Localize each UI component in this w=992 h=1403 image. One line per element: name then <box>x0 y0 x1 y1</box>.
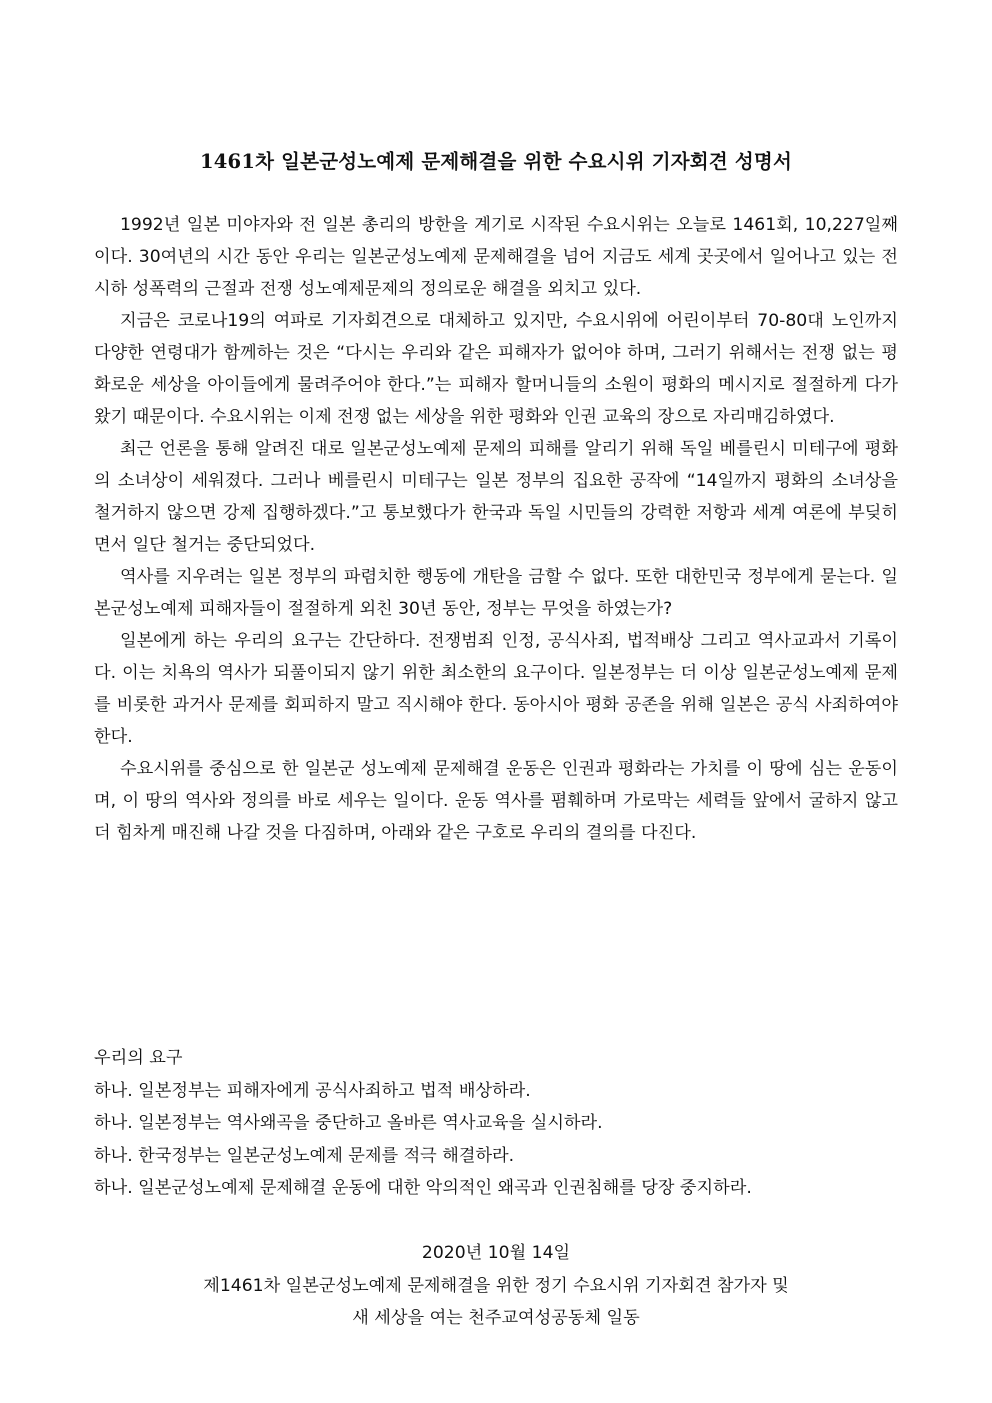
paragraph-5: 일본에게 하는 우리의 요구는 간단하다. 전쟁범죄 인정, 공식사죄, 법적배상 그리고 역사교과서 기록이다. 이는 치욕의 역사가 되풀이되지 않기 위한 최소한의 요구이다. 일본정부는 더 이상 일본군성노예제 문제를 비롯한 과거사 문제를 회피하지 말고 직시해야 한다. 동아시아 평화 공존을 위해 일본은 공식 사죄하여야 한다. <box>94 631 898 747</box>
paragraph-2: 지금은 코로나19의 여파로 기자회견으로 대체하고 있지만, 수요시위에 어린이부터 70-80대 노인까지 다양한 연령대가 함께하는 것은 “다시는 우리와 같은 피해자가 없어야 하며, 그러기 위해서는 전쟁 없는 평화로운 세상을 아이들에게 물려주어야 한다.”는 피해자 할머니들의 소원이 평화의 메시지로 절절하게 다가왔기 때문이다. 수요시위는 이제 전쟁 없는 세상을 위한 평화와 인권 교육의 장으로 자리매김하였다. <box>94 311 898 427</box>
signature-line-1: 제1461차 일본군성노예제 문제해결을 위한 정기 수요시위 기자회견 참가자 및 <box>203 1275 789 1296</box>
demands-section <box>94 1042 914 1205</box>
demand-item-2: 하나. 일본정부는 역사왜곡을 중단하고 올바른 역사교육을 실시하라. <box>94 1113 603 1133</box>
signature-block <box>0 1237 992 1335</box>
demand-item-3: 하나. 한국정부는 일본군성노예제 문제를 적극 해결하라. <box>94 1145 515 1166</box>
signature-date: 2020년 10월 14일 <box>421 1243 571 1263</box>
demand-item-1: 하나. 일본정부는 피해자에게 공식사죄하고 법적 배상하라. <box>94 1080 531 1101</box>
signature-line-2: 새 세상을 여는 천주교여성공동체 일동 <box>352 1308 640 1328</box>
demands-heading: 우리의 요구 <box>94 1048 183 1068</box>
paragraph-3: 최근 언론을 통해 알려진 대로 일본군성노예제 문제의 피해를 알리기 위해 독일 베를린시 미테구에 평화의 소녀상이 세워졌다. 그러나 베를린시 미테구는 일본 정부의 집요한 공작에 “14일까지 평화의 소녀상을 철거하지 않으면 강제 집행하겠다.”고 통보했다가 한국과 독일 시민들의 강력한 저항과 세계 여론에 부딪히면서 일단 철거는 중단되었다. <box>94 439 898 555</box>
paragraph-1: 1992년 일본 미야자와 전 일본 총리의 방한을 계기로 시작된 수요시위는 오늘로 1461회, 10,227일째이다. 30여년의 시간 동안 우리는 일본군성노예제 문제해결을 넘어 지금도 세계 곳곳에서 일어나고 있는 전시하 성폭력의 근절과 전쟁 성노예제문제의 정의로운 해결을 외치고 있다. <box>94 215 898 299</box>
demand-item-4: 하나. 일본군성노예제 문제해결 운동에 대한 악의적인 왜곡과 인권침해를 당장 중지하라. <box>94 1178 752 1198</box>
paragraph-6: 수요시위를 중심으로 한 일본군 성노예제 문제해결 운동은 인권과 평화라는 가치를 이 땅에 심는 운동이며, 이 땅의 역사와 정의를 바로 세우는 일이다. 운동 역사를 폄훼하며 가로막는 세력들 앞에서 굴하지 않고 더 힘차게 매진해 나갈 것을 다짐하며, 아래와 같은 구호로 우리의 결의를 다진다. <box>94 759 898 843</box>
document-title: 1461차 일본군성노예제 문제해결을 위한 수요시위 기자회견 성명서 <box>200 150 792 173</box>
statement-body <box>94 209 898 849</box>
paragraph-4: 역사를 지우려는 일본 정부의 파렴치한 행동에 개탄을 금할 수 없다. 또한 대한민국 정부에게 묻는다. 일본군성노예제 피해자들이 절절하게 외친 30년 동안, 정부는 무엇을 하였는가? <box>94 567 898 619</box>
